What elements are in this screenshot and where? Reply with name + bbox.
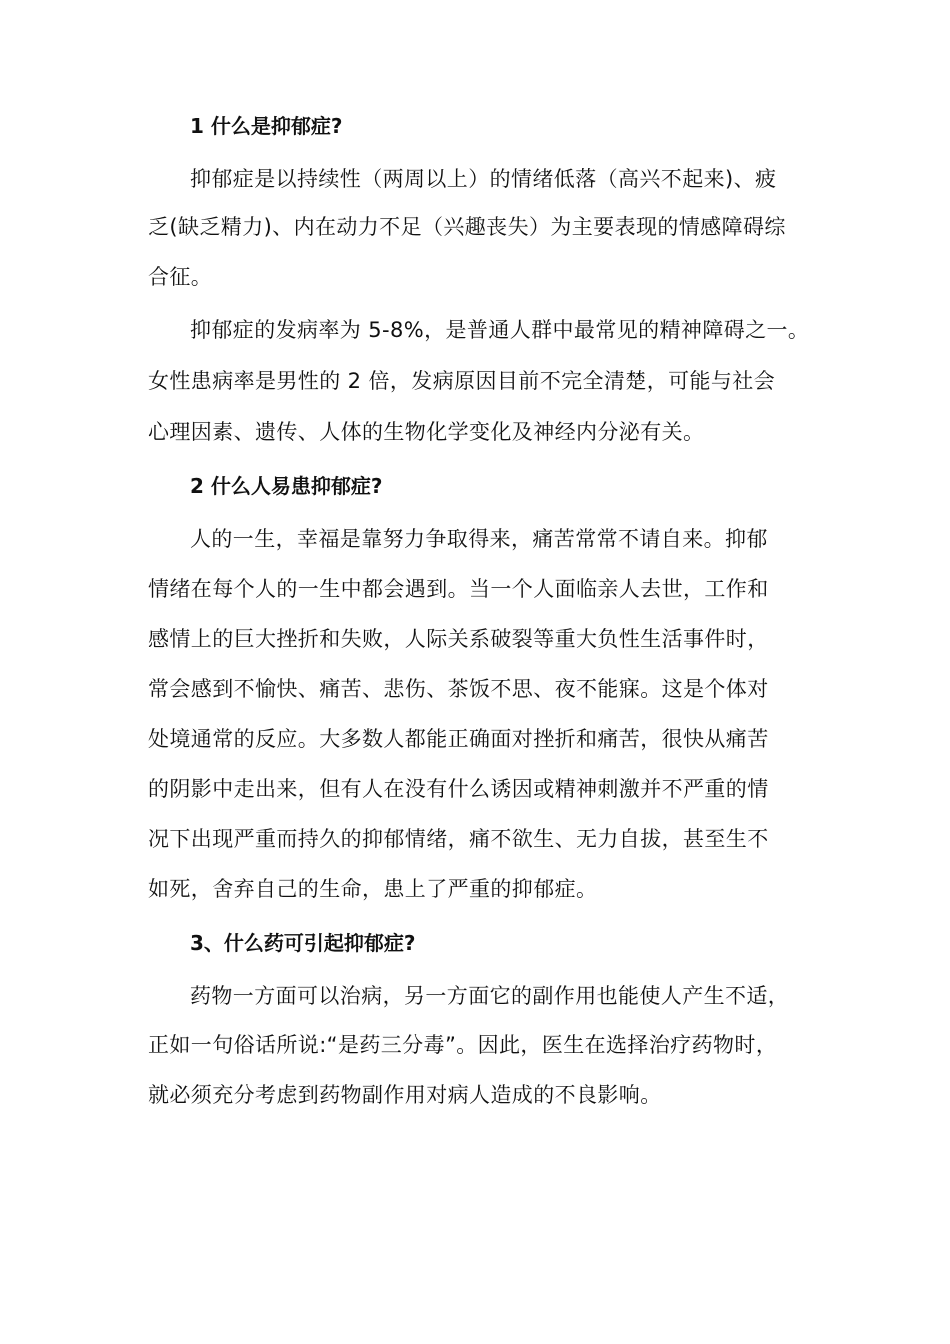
section-3-heading: 3、什么药可引起抑郁症? xyxy=(190,931,416,955)
section-1-paragraph-2-line-3: 心理因素、遗传、人体的生物化学变化及神经内分泌有关。 xyxy=(148,420,705,444)
section-2-heading: 2 什么人易患抑郁症? xyxy=(190,474,383,498)
section-2-paragraph-1-line-7: 况下出现严重而持久的抑郁情绪，痛不欲生、无力自拔，甚至生不 xyxy=(148,827,769,851)
section-3-paragraph-1-line-2: 正如一句俗话所说:“是药三分毒”。因此，医生在选择治疗药物时， xyxy=(148,1033,778,1057)
section-1-paragraph-2-line-2: 女性患病率是男性的 2 倍，发病原因目前不完全清楚，可能与社会 xyxy=(148,369,776,393)
section-1-paragraph-1-line-1: 抑郁症是以持续性（两周以上）的情绪低落（高兴不起来)、疲 xyxy=(190,167,777,191)
section-2-paragraph-1-line-8: 如死，舍弃自己的生命，患上了严重的抑郁症。 xyxy=(148,877,598,901)
section-2-paragraph-1-line-1: 人的一生，幸福是靠努力争取得来，痛苦常常不请自来。抑郁 xyxy=(190,527,768,551)
section-2-paragraph-1-line-2: 情绪在每个人的一生中都会遇到。当一个人面临亲人去世，工作和 xyxy=(148,577,769,601)
section-3-paragraph-1-line-3: 就必须充分考虑到药物副作用对病人造成的不良影响。 xyxy=(148,1083,662,1107)
section-2-paragraph-1-line-3: 感情上的巨大挫折和失败，人际关系破裂等重大负性生活事件时， xyxy=(148,627,769,651)
section-2-paragraph-1-line-5: 处境通常的反应。大多数人都能正确面对挫折和痛苦，很快从痛苦 xyxy=(148,727,769,751)
section-1-paragraph-2-line-1: 抑郁症的发病率为 5-8%，是普通人群中最常见的精神障碍之一。 xyxy=(190,318,810,342)
section-2-paragraph-1-line-4: 常会感到不愉快、痛苦、悲伤、茶饭不思、夜不能寐。这是个体对 xyxy=(148,677,769,701)
section-2-paragraph-1-line-6: 的阴影中走出来，但有人在没有什么诱因或精神刺激并不严重的情 xyxy=(148,777,769,801)
section-3-paragraph-1-line-1: 药物一方面可以治病，另一方面它的副作用也能使人产生不适， xyxy=(190,984,790,1008)
section-1-paragraph-1-line-2: 乏(缺乏精力)、内在动力不足（兴趣丧失）为主要表现的情感障碍综 xyxy=(148,215,786,239)
section-1-heading: 1 什么是抑郁症? xyxy=(190,114,343,138)
section-1-paragraph-1-line-3: 合征。 xyxy=(148,265,213,289)
